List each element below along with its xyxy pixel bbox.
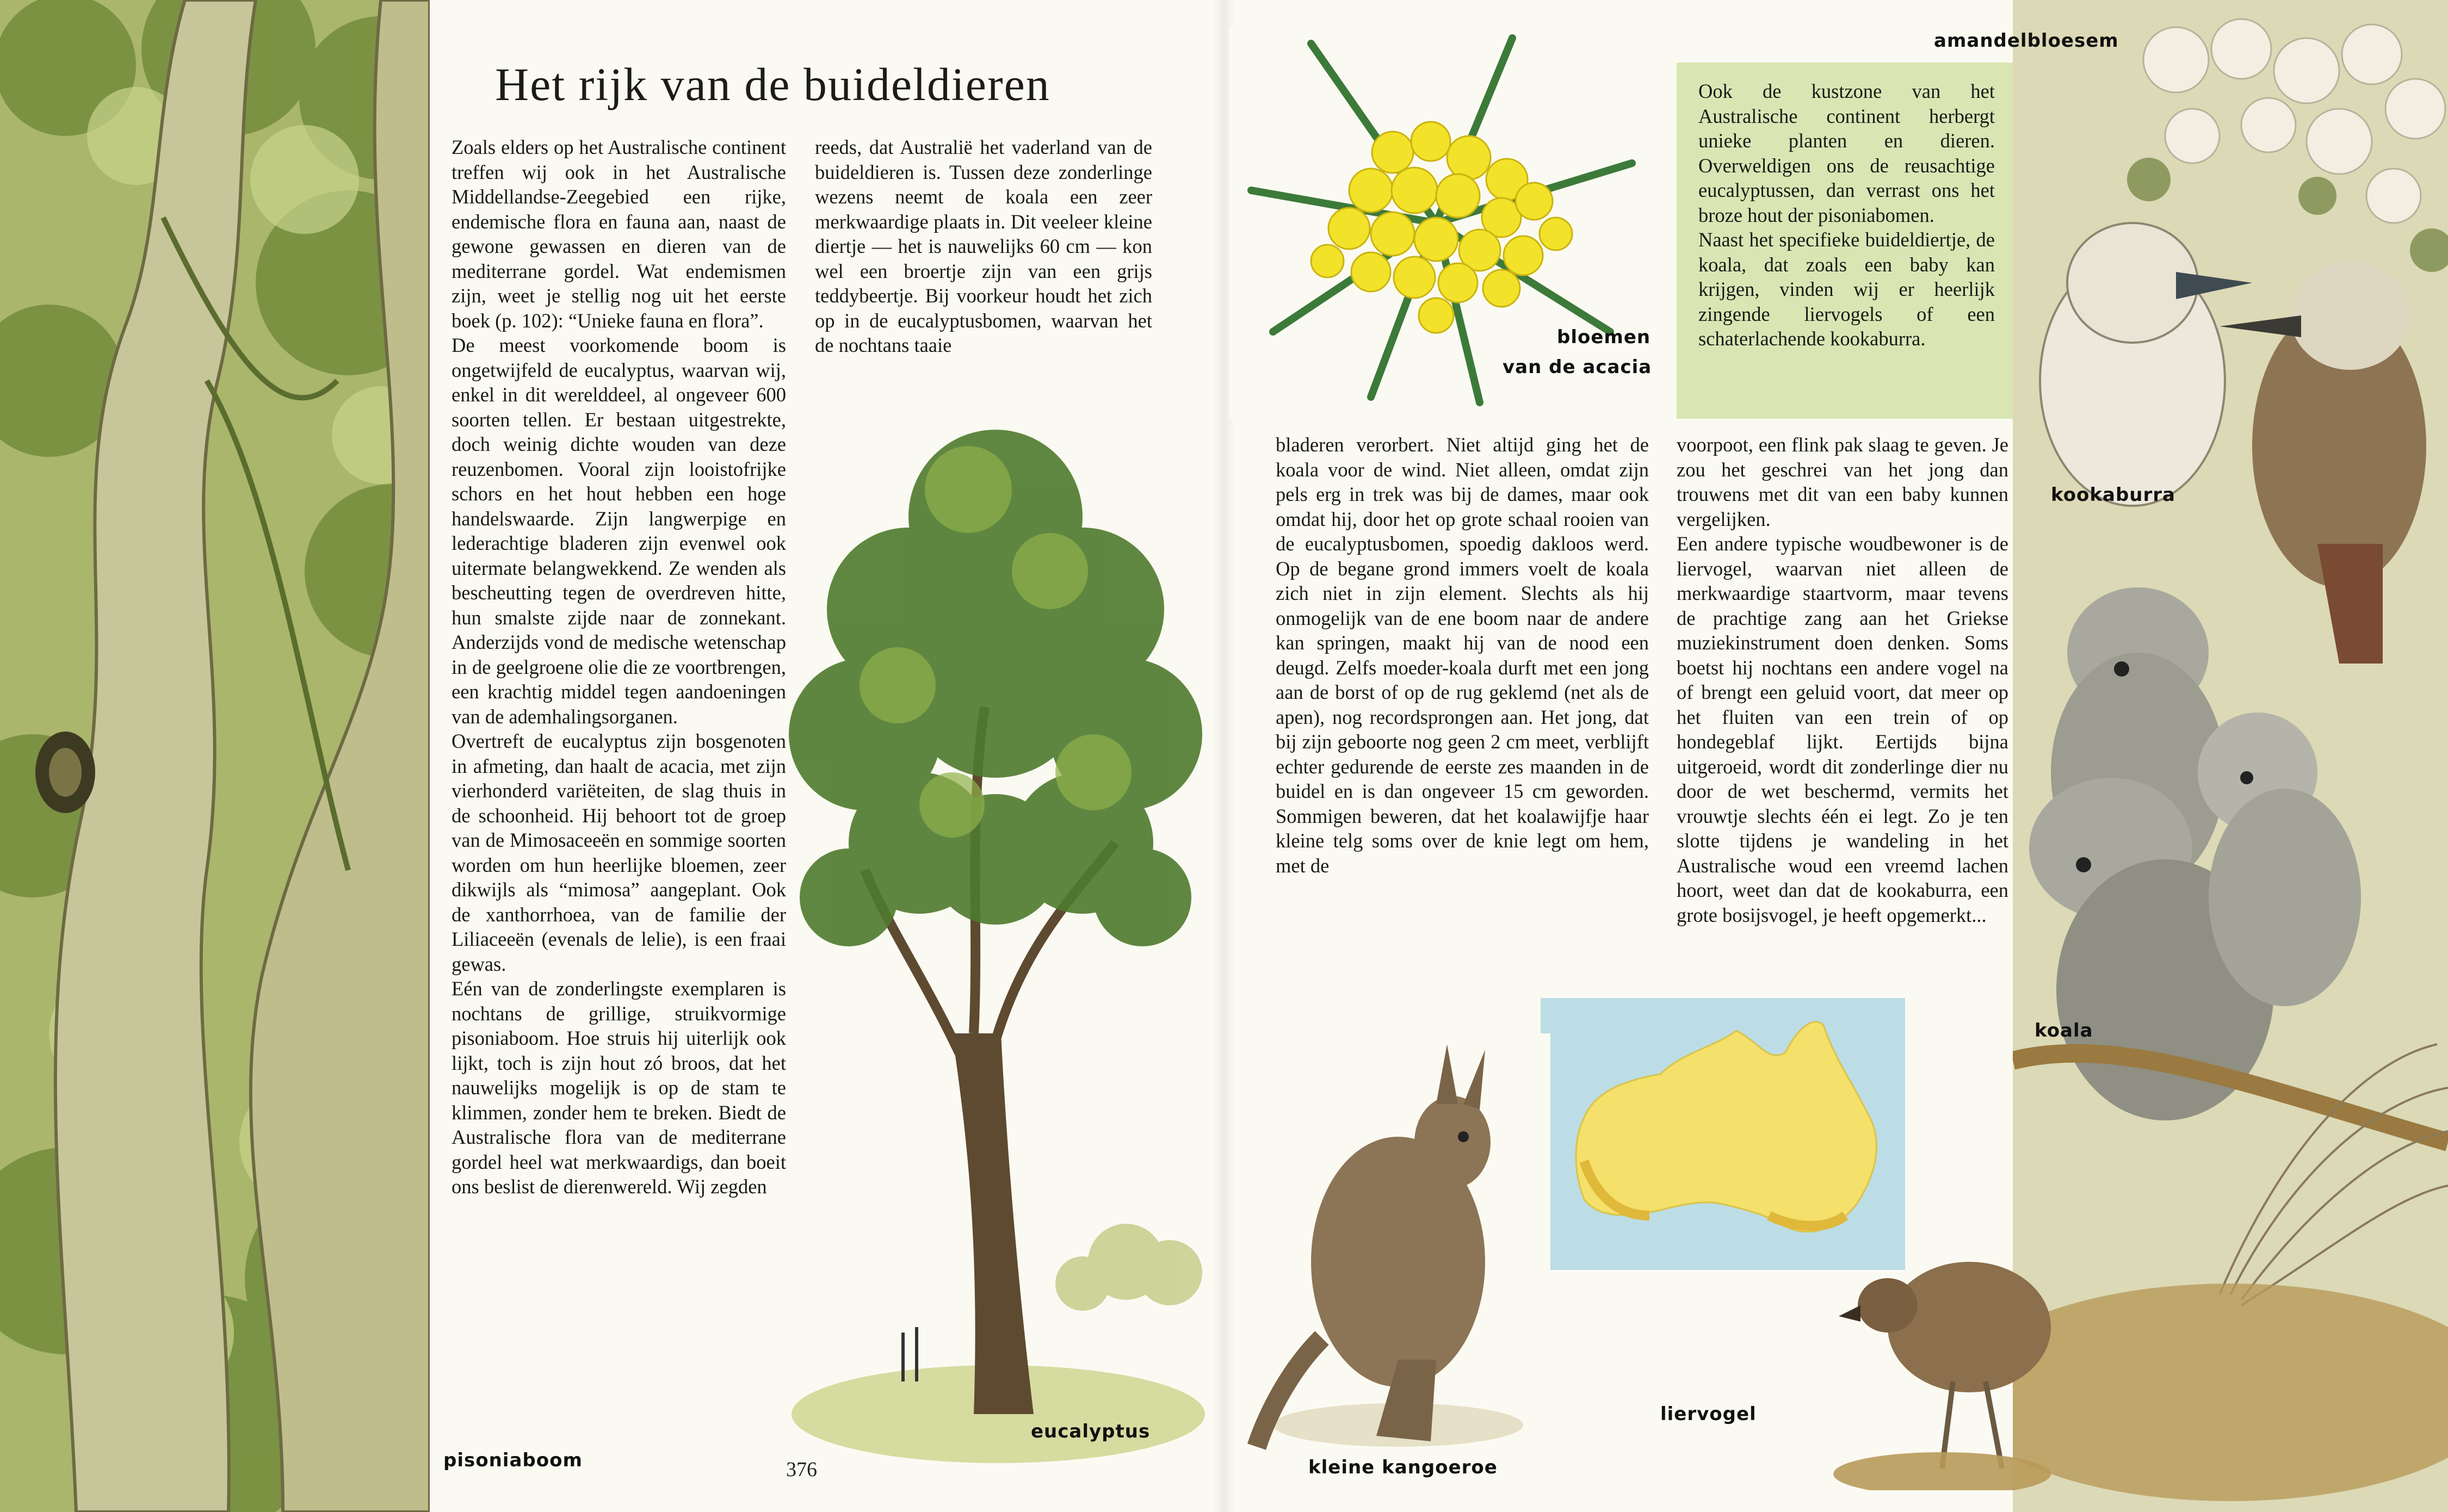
label-eucalyptus: eucalyptus	[1031, 1421, 1151, 1442]
label-pisoniaboom: pisoniaboom	[443, 1449, 583, 1471]
label-koala: koala	[2035, 1020, 2093, 1042]
text-column-3	[1276, 432, 1649, 878]
paragraph: Een andere typische woudbewoner is de liervogel, waarvan niet alleen de merkwaardige staartvorm, maar tevens de prachtige zang aan het Griekse muziekinstrument doen denken. Soms boetst hij nochtans een andere vogel na of brengt een geluid voort, dat meer op het fluiten van een trein of op hondegeblaf lijkt. Eertijds bijna uitgeroeid, wordt dit zonderlinge dier nu door de wet beschermd, vermits het vrouwtje slechts één ei legt. Zo je ten slotte tijdens je wandeling in het Australische woud een vreemd lachen hoort, weet dan dat de kookaburra, een grote bosijsvogel, je heeft opgemerkt...	[1677, 532, 2008, 926]
lyrebird-illustration	[1828, 1186, 2056, 1490]
label-acacia-line2: van de acacia	[1503, 356, 1652, 378]
label-acacia-line1: bloemen	[1557, 326, 1651, 348]
paragraph: reeds, dat Australië het vaderland van de buideldieren is. Tussen deze zonderlinge wezens neemt de koala een zeer merkwaardige plaats in. Dit veeleer kleine diertje — het is nauwelijks 60 cm — kon wel een broertje zijn van een grijs teddybeertje. Bij voorkeur houdt het zich op in de eucalyptusbomen, waarvan het de nochtans taaie	[815, 136, 1152, 356]
page-title: Het rijk van de buideldieren	[495, 58, 1050, 110]
paragraph: Overtreft de eucalyptus zijn bosgenoten in afmeting, dan haalt de acacia, met zijn vierhonderd variëteiten, de slag thuis in de schoonheid. Hij behoort tot de groep van de Mimosaceeën en sommige soorten worden om hun heerlijke bloemen, zeer dikwijls als “mimosa” aangeplant. Ook de xanthorrhoea, van de familie der Liliaceeën (evenals de lelie), is een fraai gewas.	[452, 730, 786, 975]
paragraph: Zoals elders op het Australische continent treffen wij ook in het Australische Middellandse-Zeegebied een rijke, endemische flora en fauna aan, naast de gewone gewassen en dieren van de mediterrane gordel. Wat endemismen zijn, weet je stellig nog uit het eerste boek (p. 102): “Unieke fauna en flora”.	[452, 136, 786, 332]
text-column-4	[1677, 432, 2008, 927]
paragraph: De meest voorkomende boom is ongetwijfeld de eucalyptus, waarvan wij, enkel in dit werelddeel, al ongeveer 600 soorten tellen. Er bestaan uitgestrekte, doch weinig dichte wouden van deze reuzenbomen. Vooral zijn looistofrijke schors en het hout hebben een hoge handelswaarde. Zijn langwerpige en lederachtige bladeren zijn evenwel ook uitermate belangwekkend. Ze wenden als bescheutting tegen de overdreven hitte, hun smalste zijde naar de zonnekant. Anderzijds vond de medische wetenschap in de geelgroene olie die ze voortbrengen, een krachtig middel tegen aandoeningen van de ademhalingsorganen.	[452, 334, 786, 728]
kookaburra-koala-liervogel-illustration	[2013, 0, 2448, 1512]
label-liervogel: liervogel	[1660, 1403, 1757, 1425]
paragraph: Eén van de zonderlingste exemplaren is nochtans de grillige, struikvormige pisoniaboom. Hoe struis hij uiterlijk ook lijkt, toch is zijn hout zó broos, dat het nauwelijks mogelijk is op de stam te klimmen, zonder hem te breken. Biedt de Australische flora van de mediterrane gordel heel wat merkwaardigs, dan boeit ons beslist de dierenwereld. Wij zegden	[452, 977, 786, 1198]
label-kookaburra: kookaburra	[2051, 484, 2175, 506]
paragraph: bladeren verorbert. Niet altijd ging het de koala voor de wind. Niet alleen, omdat zijn pels erg in trek was bij de dames, maar ook omdat hij, door het op grote schaal rooien van de eucalyptusbomen, spoedig dakloos werd. Op de begane grond immers voelt de koala zich niet in zijn element. Slechts als hij onmogelijk van de ene boom naar de andere kan springen, maakt hij van de nood een deugd. Zelfs moeder-koala durft met een jong aan de borst of op de rug geklemd (net als de apen), nog recordsprongen aan. Het jong, dat bij zijn geboorte nog geen 2 cm meet, verblijft echter gedurende de eerste zes maanden in de buidel en is dan ongeveer 15 cm geworden. Sommigen beweren, dat het koalawijfje haar kleine telg soms over de knie legt om hem, met de	[1276, 433, 1649, 877]
label-amandelbloesem: amandelbloesem	[1934, 30, 2119, 52]
page-number: 376	[786, 1458, 817, 1481]
pisonia-tree-illustration	[0, 0, 430, 1512]
summary-box-text	[1698, 79, 1995, 351]
text-column-2	[815, 135, 1152, 358]
paragraph: Ook de kustzone van het Australische continent herbergt unieke planten en dieren. Overweldigen ons de reusachtige eucalyptussen, dan verrast ons het broze hout der pisoniabomen.	[1698, 80, 1995, 226]
summary-box	[1677, 63, 2013, 419]
paragraph: Naast het specifieke buideldiertje, de koala, dat zoals een baby kan krijgen, vinden wij er heerlijk zingende liervogels of een schaterlachende kookaburra.	[1698, 228, 1995, 350]
text-column-1	[452, 135, 786, 1199]
eucalyptus-tree-illustration	[789, 381, 1208, 1463]
paragraph: voorpoot, een flink pak slaag te geven. Je zou het geschrei van het jong dan trouwens met dit van een baby kunnen vergelijken.	[1677, 433, 2008, 530]
label-kleine-kangoeroe: kleine kangoeroe	[1308, 1457, 1498, 1478]
kangaroo-illustration	[1235, 1033, 1550, 1463]
